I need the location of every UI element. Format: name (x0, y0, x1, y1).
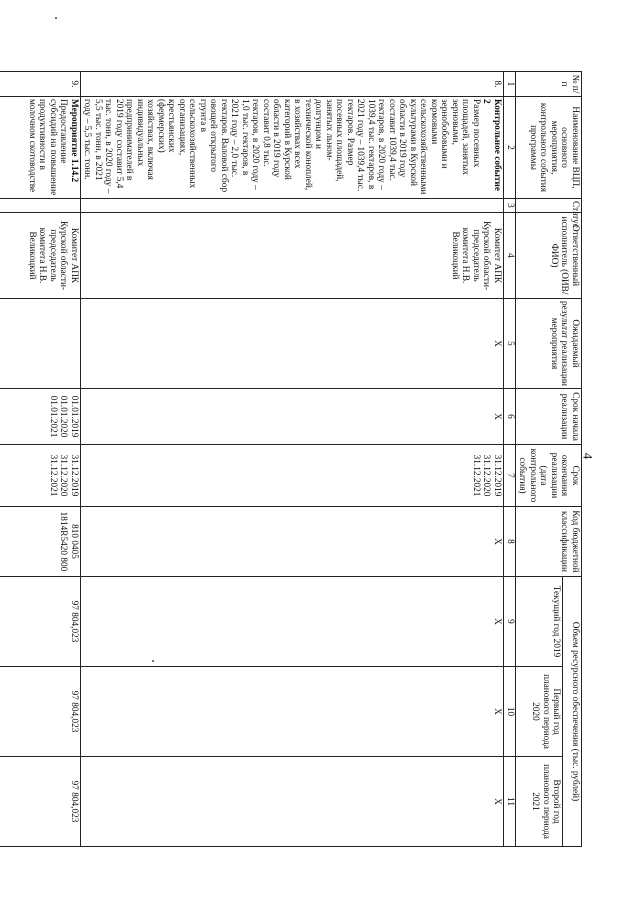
header-code: Код бюджетной классификации (516, 507, 582, 577)
row-num: 8. (81, 72, 504, 97)
col-number: 5 (504, 299, 516, 389)
scan-speck (55, 17, 57, 19)
header-year-2019: Текущий год 2019 (516, 577, 563, 667)
table-row (81, 72, 504, 847)
col-number: 11 (504, 757, 516, 847)
row-2021: 97 804,023 (0, 757, 81, 847)
row-2019: X (81, 577, 504, 667)
header-num: № п/ п (516, 72, 582, 97)
header-start: Срок начала реализации (516, 389, 582, 445)
header-row-1 (563, 72, 582, 847)
col-number: 9 (504, 577, 516, 667)
header-executor: Ответственный исполнитель (ОИВ/ФИО) (516, 213, 582, 299)
row-2020: 97 804,023 (0, 667, 81, 757)
row-start: 01.01.2019 01.01.2020 01.01.2021 (0, 389, 81, 445)
header-year-2020: Первый год планового периода 2020 (516, 667, 563, 757)
row-num: 9. (0, 72, 81, 97)
row-name (81, 97, 504, 199)
row-2020: X (81, 667, 504, 757)
header-name: Наименование ВЦП, основного мероприятия, контрольного события программы (516, 97, 582, 199)
row-code: X (81, 507, 504, 577)
header-year-2021: Второй год планового периода 2021 (516, 757, 563, 847)
column-number-row (504, 72, 516, 847)
col-number: 7 (504, 445, 516, 507)
row-name-body: Размер посевных площадей, занятых зерновыми, зернобобовыми и кормовыми сельскохозяйственными культурами в Курской области в 2019 году составит 1039,4 тыс. гектаров, в 2020 году – 1039,4 тыс. гектаров, в 2021 году – 1039,4 тыс. гектаров. Размер посевных площадей, занятых льном-долгунцом и технической коноплей, в хозяйствах всех категорий в Курской области в 2019 году составит 0,8 тыс. гектаров, в 2020 году – 1,0 тыс. гектаров, в 2021 году – 2,0 тыс. гектаров. Валовой сбор овощей открытого грунта в сельскохозяйственных организациях, крестьянских (фермерских) хозяйствах, включая индивидуальных предпринимателей в 2019 году составит 5,4 тыс. тонн, в 2020 году – 5,5 тыс. тонн, в 2021 году – 5,5 тыс. тонн. (82, 99, 481, 195)
page-number: 4 (580, 452, 596, 460)
row-end: 31.12.2019 31.12.2020 31.12.2021 (0, 445, 81, 507)
row-end: 31.12.2019 31.12.2020 31.12.2021 (81, 445, 504, 507)
header-volume-group: Объем ресурсного обеспечения (тыс. рублей) (563, 577, 582, 847)
row-start: X (81, 389, 504, 445)
col-number: 2 (504, 97, 516, 199)
col-number: 3 (504, 199, 516, 213)
table-row (0, 72, 81, 847)
program-table (0, 71, 582, 847)
row-result (0, 299, 81, 389)
row-executor: Комитет АПК Курской области-председатель комитета Н.В. Великоцкий (0, 213, 81, 299)
col-number: 4 (504, 213, 516, 299)
row-name (0, 97, 81, 199)
col-number: 6 (504, 389, 516, 445)
row-result: X (81, 299, 504, 389)
row-executor: Комитет АПК Курской области-председатель комитета Н.В. Великоцкий (81, 213, 504, 299)
header-status: Статус (516, 199, 582, 213)
header-result: Ожидаемый результат реализации мероприятия (516, 299, 582, 389)
row-name-title: Мероприятие 1.14.2 (69, 99, 79, 183)
row-name-body: Предоставление субсидий на повышение продуктивности в молочном скотоводстве (27, 99, 69, 196)
col-number: 8 (504, 507, 516, 577)
rotated-document-page (27, 71, 582, 846)
row-name-title: Контрольное событие 2 (481, 99, 502, 191)
row-status (81, 199, 504, 213)
row-status (0, 199, 81, 213)
col-number: 10 (504, 667, 516, 757)
row-code: 810 0405 1814R5420 800 (0, 507, 81, 577)
col-number: 1 (504, 72, 516, 97)
scan-speck (152, 660, 154, 662)
header-end: Срок окончания реализации (дата контрольного события) (516, 445, 582, 507)
row-2021: X (81, 757, 504, 847)
row-2019: 97 804,023 (0, 577, 81, 667)
